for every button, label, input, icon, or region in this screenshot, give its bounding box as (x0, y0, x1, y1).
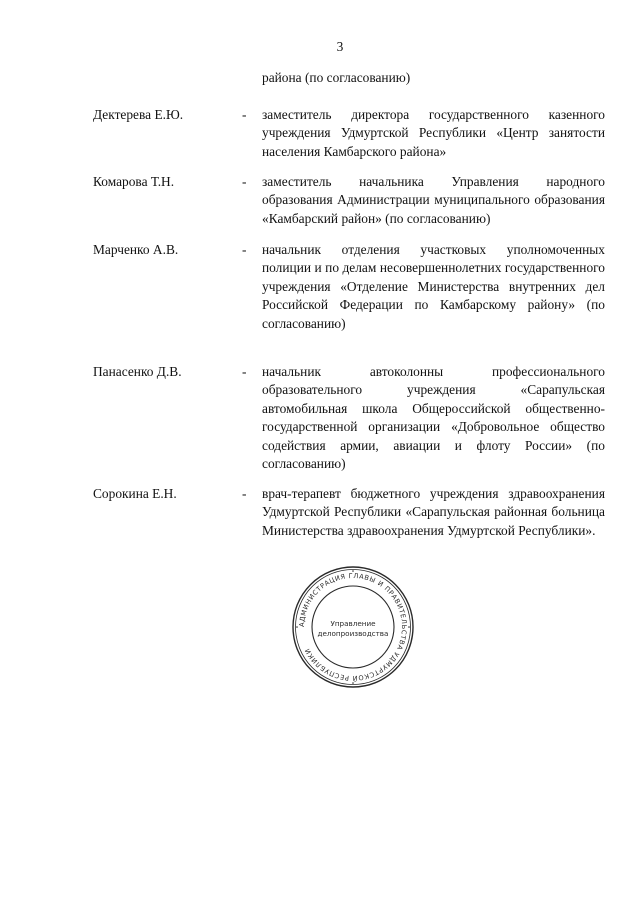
member-name: Комарова Т.Н. (93, 174, 175, 189)
continuation-text: района (по согласованию) (262, 70, 411, 85)
member-name: Панасенко Д.В. (93, 364, 182, 379)
stamp-center-line-2: делопроизводства (317, 629, 389, 638)
member-position: заместитель начальника Управления народного образования Администрации муниципального образования «Камбарский район» (по согласованию) (262, 174, 605, 226)
dash-separator: - (242, 486, 247, 501)
member-position: начальник отделения участковых уполномоченных полиции и по делам несовершеннолетних государственного учреждения «Отделение Министерства внутренних дел Российской Федерации по Камбарскому району» (по согласованию) (262, 242, 605, 331)
official-stamp (290, 564, 416, 690)
page-number: 3 (336, 39, 344, 54)
member-name: Сорокина Е.Н. (93, 486, 177, 501)
stamp-ring-text: АДМИНИСТРАЦИЯ ГЛАВЫ И ПРАВИТЕЛЬСТВА УДМУРТСКОЙ РЕСПУБЛИКИ (297, 571, 409, 683)
member-name: Марченко А.В. (93, 242, 179, 257)
dash-separator: - (242, 107, 247, 122)
dash-separator: - (242, 242, 247, 257)
member-name: Дектерева Е.Ю. (93, 107, 184, 122)
member-position: заместитель директора государственного казенного учреждения Удмуртской Республики «Центр занятости населения Камбарского района» (262, 107, 605, 159)
member-position: врач-терапевт бюджетного учреждения здравоохранения Удмуртской Республики «Сарапульская районная больница Министерства здравоохранения Удмуртской Республики». (262, 486, 605, 538)
dash-separator: - (242, 364, 247, 379)
stamp-center-line-1: Управление (330, 619, 376, 628)
member-position: начальник автоколонны профессионального образовательного учреждения «Сарапульская автомобильная школа Общероссийской общественно-государственной организации «Добровольное общество содействия армии, авиации и флоту России» (по согласованию) (262, 364, 605, 472)
dash-separator: - (242, 174, 247, 189)
